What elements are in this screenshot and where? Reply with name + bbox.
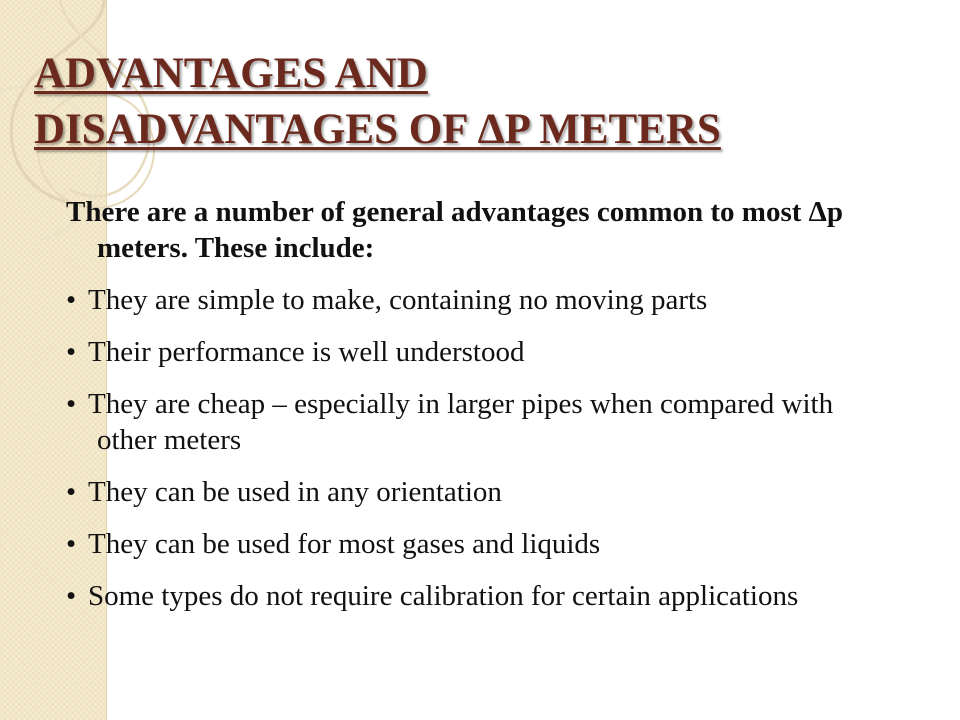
bullet-item	[66, 578, 896, 614]
bullet-item	[66, 474, 896, 510]
bullet-text: They can be used for most gases and liquids	[88, 528, 601, 560]
bullet-glyph: •	[66, 336, 77, 368]
bullet-text: They are cheap – especially in larger pipes when compared with other meters	[88, 388, 834, 456]
slide-body	[66, 194, 896, 630]
bullet-text: Some types do not require calibration for certain applications	[88, 580, 799, 612]
bullet-text: They can be used in any orientation	[88, 476, 502, 508]
bullet-item	[66, 282, 896, 318]
bullet-glyph: •	[66, 528, 77, 560]
intro-paragraph: There are a number of general advantages common to most Δp meters. These include:	[66, 196, 843, 264]
bullet-glyph: •	[66, 476, 77, 508]
bullet-text: Their performance is well understood	[88, 336, 525, 368]
bullet-glyph: •	[66, 580, 77, 612]
bullet-item	[66, 526, 896, 562]
bullet-glyph: •	[66, 284, 77, 316]
bullet-item	[66, 334, 896, 370]
bullet-text: They are simple to make, containing no moving parts	[88, 284, 708, 316]
slide-title-line-2: DISADVANTAGES OF ΔP METERS	[34, 106, 721, 153]
bullet-glyph: •	[66, 388, 77, 420]
slide-title	[34, 46, 914, 158]
bullet-item	[66, 386, 896, 458]
slide-title-line-1: ADVANTAGES AND	[34, 50, 428, 97]
